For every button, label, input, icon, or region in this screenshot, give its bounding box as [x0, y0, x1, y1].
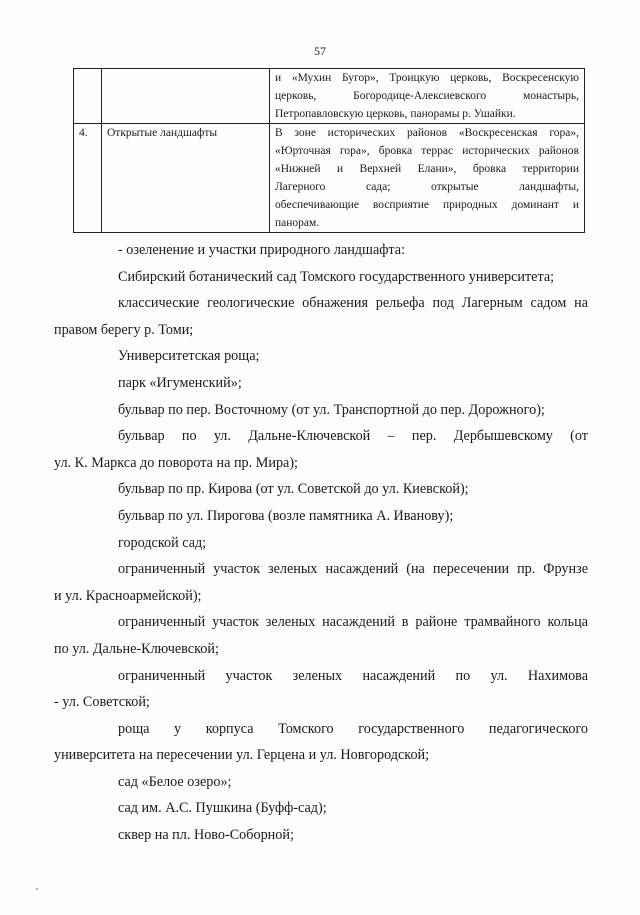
text-line: классические геологические обнажения рельефа под Лагерным садом на — [118, 295, 588, 312]
text-line: бульвар по ул. Дальне-Ключевской – пер. Дербышевскому (от — [118, 428, 588, 445]
text-line: бульвар по пер. Восточному (от ул. Транспортной до пер. Дорожного); — [118, 401, 545, 418]
text-line: ограниченный участок зеленых насаждений по ул. Нахимова — [118, 667, 588, 684]
cell-line: Петропавловскую церковь, панорамы р. Ушайки. — [275, 108, 516, 120]
text-line: ограниченный участок зеленых насаждений (на пересечении пр. Фрунзе — [118, 561, 588, 578]
row-description-cell — [270, 124, 585, 233]
row-number-cell — [74, 69, 102, 124]
text-line: бульвар по ул. Пирогова (возле памятника А. Иванову); — [118, 507, 454, 524]
cell-line: обеспечивающие восприятие природных доминант и — [275, 199, 579, 211]
text-line: ул. К. Маркса до поворота на пр. Мира); — [54, 454, 298, 471]
row-description-cell — [270, 69, 585, 124]
scan-speck — [36, 888, 38, 890]
cell-line: панорам. — [275, 217, 320, 229]
text-line: роща у корпуса Томского государственного педагогического — [118, 720, 588, 737]
text-line: ограниченный участок зеленых насаждений в районе трамвайного кольца — [118, 614, 588, 631]
row-number-cell: 4. — [74, 124, 102, 233]
cell-line: «Юрточная гора», бровка террас исторических районов — [275, 145, 579, 157]
text-line: сквер на пл. Ново-Соборной; — [118, 827, 294, 844]
cell-line: Лагерного сада; открытые ландшафты, — [275, 181, 579, 193]
text-line: сад им. А.С. Пушкина (Буфф-сад); — [118, 800, 327, 817]
text-line: правом берегу р. Томи; — [54, 321, 194, 338]
cell-line: В зоне исторических районов «Воскресенская гора», — [275, 127, 579, 139]
table-row — [74, 69, 585, 124]
text-line: Университетская роща; — [118, 348, 260, 365]
text-line: Сибирский ботанический сад Томского государственного университета; — [118, 268, 555, 285]
page-number: 57 — [314, 44, 326, 58]
text-line: и ул. Красноармейской); — [54, 587, 202, 604]
table-row — [74, 124, 585, 233]
text-line: парк «Игуменский»; — [118, 374, 242, 391]
text-line: сад «Белое озеро»; — [118, 773, 232, 790]
row-name-cell — [102, 69, 270, 124]
landscape-table — [73, 68, 585, 233]
row-name-cell: Открытые ландшафты — [102, 124, 270, 233]
text-line: бульвар по пр. Кирова (от ул. Советской до ул. Киевской); — [118, 481, 469, 498]
body-text — [54, 237, 588, 849]
text-line: городской сад; — [118, 534, 207, 551]
text-line: - озеленение и участки природного ландшафта: — [118, 242, 406, 258]
text-line: университета на пересечении ул. Герцена и ул. Новгородской; — [54, 747, 430, 764]
cell-line: и «Мухин Бугор», Троицкую церковь, Воскресенскую — [275, 72, 579, 84]
cell-line: «Нижней и Верхней Елани», бровка территории — [275, 163, 579, 175]
cell-line: церковь, Богородице-Алексиевского монастырь, — [275, 90, 579, 102]
text-line: - ул. Советской; — [54, 694, 150, 711]
text-line: по ул. Дальне-Ключевской; — [54, 640, 219, 657]
